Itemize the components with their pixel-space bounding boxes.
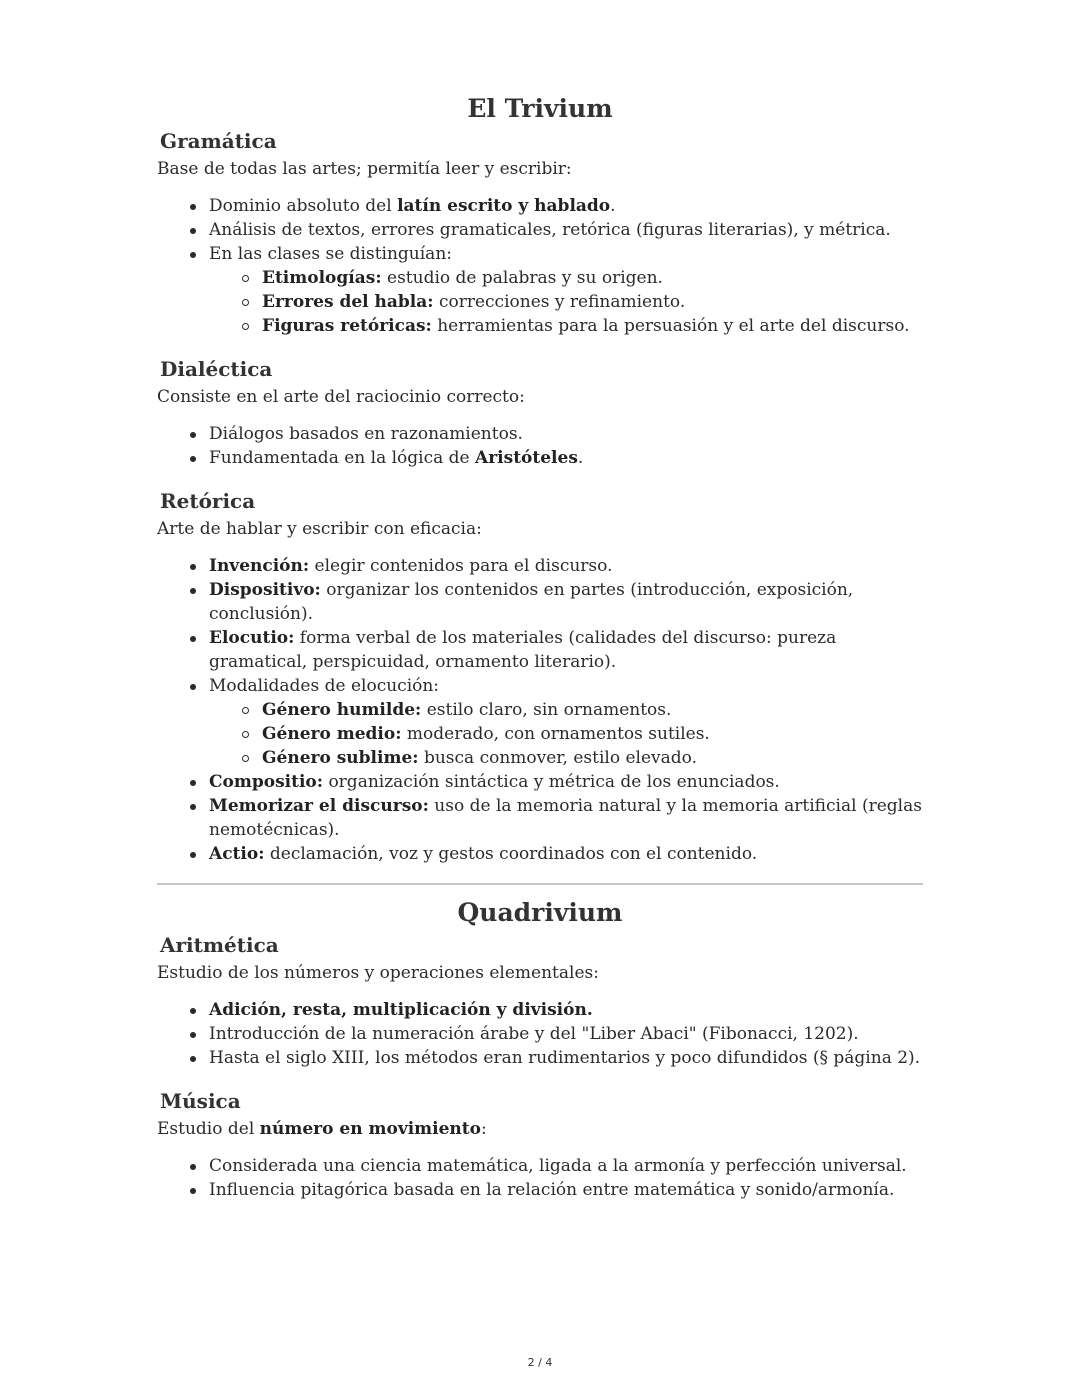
list-item: Compositio: organización sintáctica y métrica de los enunciados. bbox=[209, 770, 923, 794]
quadrivium-title: Quadrivium bbox=[457, 898, 623, 927]
list-item: Introducción de la numeración árabe y del "Liber Abaci" (Fibonacci, 1202). bbox=[209, 1022, 923, 1046]
aritmetica-heading: Aritmética bbox=[160, 933, 279, 957]
list-item: Invención: elegir contenidos para el discurso. bbox=[209, 554, 923, 578]
retorica-list bbox=[157, 554, 923, 866]
dialectica-list bbox=[157, 422, 923, 470]
retorica-sublist bbox=[209, 698, 923, 770]
gramatica-list bbox=[157, 194, 923, 338]
musica-list bbox=[157, 1154, 923, 1202]
list-item: Figuras retóricas: herramientas para la persuasión y el arte del discurso. bbox=[262, 314, 923, 338]
aritmetica-intro: Estudio de los números y operaciones elementales: bbox=[157, 963, 599, 983]
list-item: Etimologías: estudio de palabras y su origen. bbox=[262, 266, 923, 290]
list-item: Género humilde: estilo claro, sin ornamentos. bbox=[262, 698, 923, 722]
list-item: Dominio absoluto del latín escrito y hablado. bbox=[209, 194, 923, 218]
gramatica-heading: Gramática bbox=[160, 129, 277, 153]
list-item: Considerada una ciencia matemática, ligada a la armonía y perfección universal. bbox=[209, 1154, 923, 1178]
dialectica-intro: Consiste en el arte del raciocinio correcto: bbox=[157, 387, 525, 407]
trivium-title: El Trivium bbox=[467, 94, 613, 123]
list-item: Dispositivo: organizar los contenidos en partes (introducción, exposición, conclusión). bbox=[209, 578, 923, 626]
list-item: Análisis de textos, errores gramaticales, retórica (figuras literarias), y métrica. bbox=[209, 218, 923, 242]
list-item: Memorizar el discurso: uso de la memoria natural y la memoria artificial (reglas nemotécnicas). bbox=[209, 796, 922, 840]
list-item: Influencia pitagórica basada en la relación entre matemática y sonido/armonía. bbox=[209, 1178, 923, 1202]
document-page bbox=[157, 92, 923, 1218]
section-divider bbox=[157, 883, 923, 885]
retorica-intro: Arte de hablar y escribir con eficacia: bbox=[157, 519, 482, 539]
list-item: Actio: declamación, voz y gestos coordinados con el contenido. bbox=[209, 842, 923, 866]
list-item: Elocutio: forma verbal de los materiales (calidades del discurso: pureza gramatical, perspicuidad, ornamento literario). bbox=[209, 626, 923, 674]
page-number: 2 / 4 bbox=[527, 1356, 553, 1369]
retorica-heading: Retórica bbox=[160, 489, 256, 513]
aritmetica-list bbox=[157, 998, 923, 1070]
list-item: Género medio: moderado, con ornamentos sutiles. bbox=[262, 722, 923, 746]
list-item: Género sublime: busca conmover, estilo elevado. bbox=[262, 746, 923, 770]
list-item: Hasta el siglo XIII, los métodos eran rudimentarios y poco difundidos (§ página 2). bbox=[209, 1046, 923, 1070]
list-item: Errores del habla: correcciones y refinamiento. bbox=[262, 290, 923, 314]
list-item: Fundamentada en la lógica de Aristóteles. bbox=[209, 446, 923, 470]
dialectica-heading: Dialéctica bbox=[160, 357, 273, 381]
list-item: Modalidades de elocución: Género humilde: estilo claro, sin ornamentos. Género medio: moderado, con ornamentos sutiles. Género sublime: busca conmover, estilo elevado. bbox=[209, 674, 923, 770]
list-item: En las clases se distinguían: Etimologías: estudio de palabras y su origen. Errores del habla: correcciones y refinamiento. Figuras retóricas: herramientas para la persuasión y el arte del discurso. bbox=[209, 242, 923, 338]
list-item: Adición, resta, multiplicación y división. bbox=[209, 998, 923, 1022]
gramatica-sublist bbox=[209, 266, 923, 338]
musica-intro: Estudio del número en movimiento: bbox=[157, 1119, 487, 1139]
gramatica-intro: Base de todas las artes; permitía leer y escribir: bbox=[157, 159, 572, 179]
list-item: Diálogos basados en razonamientos. bbox=[209, 422, 923, 446]
musica-heading: Música bbox=[160, 1089, 241, 1113]
